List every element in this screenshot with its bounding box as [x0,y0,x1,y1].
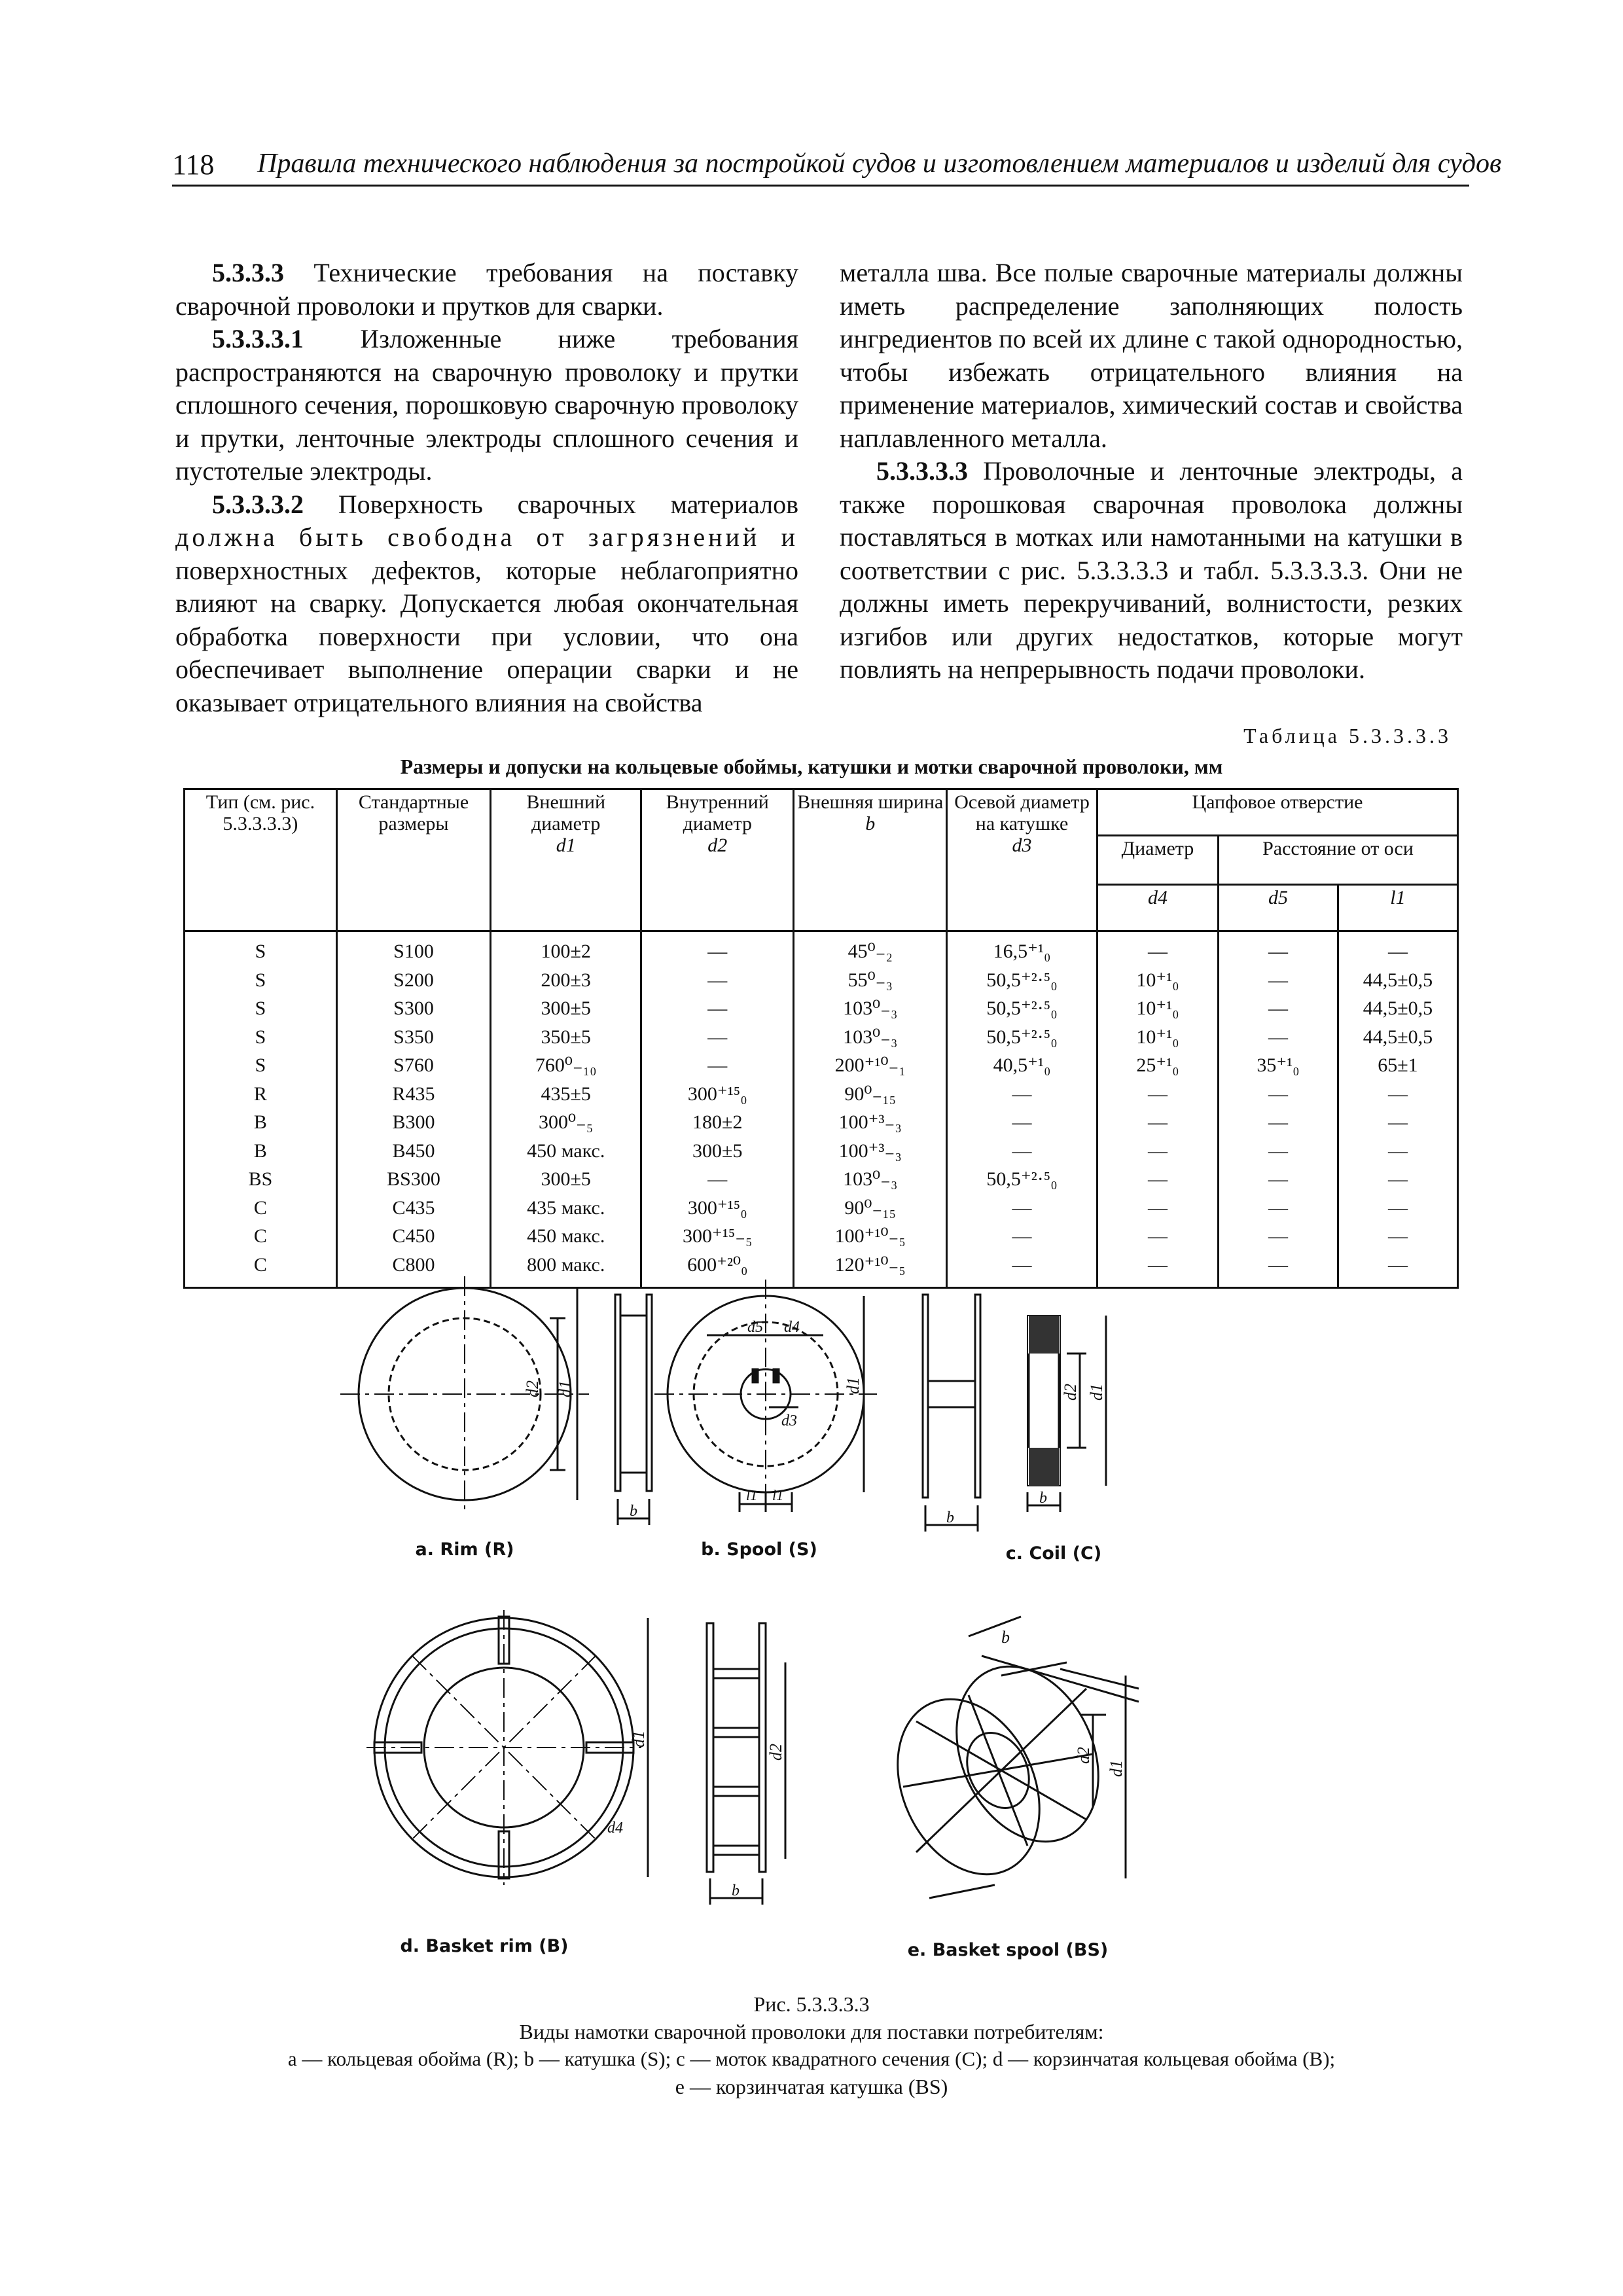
dim-b-label: b [630,1503,637,1520]
dim-d1-label: d1 [1107,1760,1126,1777]
table-cell: B [185,1137,337,1166]
table-cell: — [641,1165,794,1194]
header-type: Тип (см. рис. 5.3.3.3.3) [185,789,337,931]
table-cell: S [185,931,337,966]
table-cell: 50,5⁺²·⁵₀ [947,1165,1097,1194]
section-number: 5.3.3.3 [212,258,284,287]
table-cell: 44,5±0,5 [1338,994,1457,1023]
table-cell: — [1219,1080,1338,1109]
table-cell: 55⁰₋₃ [794,966,947,995]
table-cell: R435 [336,1080,490,1109]
table-cell: — [641,1023,794,1052]
dim-b-label: b [1039,1490,1047,1507]
header-distance-from-axis: Расстояние от оси [1219,836,1458,885]
table-cell: C [185,1251,337,1288]
table-cell: — [1338,1108,1457,1137]
section-number: 5.3.3.3.1 [212,324,304,353]
table-cell: — [1338,1165,1457,1194]
dim-d2-label: d2 [766,1744,785,1761]
table-cell: — [1338,1194,1457,1223]
table-cell: 800 макс. [491,1251,641,1288]
dim-b-label: b [946,1509,954,1526]
dim-d1-label: d1 [1087,1384,1106,1401]
table-cell: 100⁺³₋₃ [794,1137,947,1166]
table-cell: C435 [336,1194,490,1223]
table-cell: — [1097,1080,1218,1109]
table-cell: 50,5⁺²·⁵₀ [947,966,1097,995]
table-cell: 300±5 [641,1137,794,1166]
table-cell: 10⁺¹₀ [1097,966,1218,995]
dim-d4-label: d4 [607,1820,623,1837]
figure-caption-legend-1: a — кольцевая обойма (R); b — катушка (S); c — моток квадратного сечения (C); d — корзинчатая кольцевая обойма (B); [287,2047,1336,2070]
basket-spool-drawing [870,1617,1139,1898]
table-cell: — [1097,1165,1218,1194]
table-cell: 65±1 [1338,1051,1457,1080]
table-cell: S [185,966,337,995]
paragraph-text: Поверхность сварочных материалов [304,489,798,519]
table-cell: C450 [336,1222,490,1251]
dim-d2-label: d2 [1074,1747,1093,1764]
section-number: 5.3.3.3.2 [212,489,304,519]
table-cell: S100 [336,931,490,966]
table-cell: — [947,1108,1097,1137]
header-l1: l1 [1338,885,1457,931]
table-cell: 300⁰₋₅ [491,1108,641,1137]
header-pin-hole: Цапфовое отверстие [1097,789,1457,836]
header-d4: d4 [1097,885,1218,931]
table-cell: 90⁰₋₁₅ [794,1194,947,1223]
header-symbol: b [865,813,876,834]
table-cell: — [1338,1222,1457,1251]
table-cell: 200±3 [491,966,641,995]
dim-d1-label: d1 [629,1731,648,1748]
paragraph-text: Изложенные ниже требования распространяются на сварочную проволоку и прутки сплошного сечения, порошковую сварочную проволоку и прутки, ленточные электроды сплошного сечения и пустотелые электроды. [175,324,798,486]
table-cell: — [1219,1251,1338,1288]
dim-d1-label: d1 [844,1377,863,1394]
table-cell: 35⁺¹₀ [1219,1051,1338,1080]
figure-label-basket-rim: d. Basket rim (B) [400,1936,569,1956]
table-cell: 103⁰₋₃ [794,994,947,1023]
table-cell: — [1219,931,1338,966]
table-cell: S760 [336,1051,490,1080]
paragraph-continued: металла шва. Все полые сварочные материалы должны иметь распределение заполняющих полость ингредиентов по всей их длине с такой однородностью, чтобы избежать отрицательного влияния на применение материалов, химический состав и свойства наплавленного металла. [840,258,1463,453]
table-cell: C [185,1222,337,1251]
table-cell: 16,5⁺¹₀ [947,931,1097,966]
table-cell: C [185,1194,337,1223]
table-cell: — [1219,1194,1338,1223]
table-cell: 300±5 [491,1165,641,1194]
paragraph-text: Технические требования на поставку сварочной проволоки и прутков для сварки. [175,258,798,321]
table-cell: 100±2 [491,931,641,966]
table-cell: C800 [336,1251,490,1288]
header-label: Внешний диаметр [526,791,606,834]
header-label: Осевой диаметр на катушке [954,791,1090,834]
dim-b-label: b [732,1882,740,1899]
figure-label-coil: c. Coil (C) [1005,1543,1102,1564]
header-d5: d5 [1219,885,1338,931]
dim-d1-label: d1 [556,1380,575,1397]
table-cell: — [1219,1222,1338,1251]
table-cell: 40,5⁺¹₀ [947,1051,1097,1080]
paragraph-text: Проволочные и ленточные электроды, а также порошковая сварочная проволока должны поставляться в мотках или намотанными на катушки в соответствии с рис. 5.3.3.3.3 и табл. 5.3.3.3.3. Они не должны иметь перекручиваний, волнистости, резких изгибов или других недостатков, которые могут повлиять на непрерывность подачи проволоки. [840,456,1463,684]
header-diameter: Диаметр [1097,836,1218,885]
header-label: Внешняя ширина [797,791,944,813]
table-cell: 180±2 [641,1108,794,1137]
table-cell: 600⁺²⁰₀ [641,1251,794,1288]
table-cell: S200 [336,966,490,995]
page-number: 118 [172,149,215,181]
table-cell: — [1219,1137,1338,1166]
section-number: 5.3.3.3.3 [876,456,968,486]
dim-l1-label: l1 [772,1487,784,1503]
table-cell: S [185,994,337,1023]
table-cell: — [641,1051,794,1080]
table-cell: 300⁺¹⁵₋₅ [641,1222,794,1251]
table-cell: 435 макс. [491,1194,641,1223]
table-cell: 200⁺¹⁰₋₁ [794,1051,947,1080]
table-cell: 450 макс. [491,1137,641,1166]
table-cell: BS300 [336,1165,490,1194]
table-cell: 300⁺¹⁵₀ [641,1194,794,1223]
table-cell: 450 макс. [491,1222,641,1251]
rim-drawing [340,1276,652,1525]
table-cell: — [1219,966,1338,995]
table-cell: — [1219,994,1338,1023]
table-cell: — [1097,1222,1218,1251]
table-cell: 300⁺¹⁵₀ [641,1080,794,1109]
spool-drawing [654,1280,980,1532]
running-title: Правила технического наблюдения за постройкой судов и изготовлением материалов и изделий для судов [257,149,1502,179]
header-label: Внутренний диаметр [666,791,769,834]
table-cell: 25⁺¹₀ [1097,1051,1218,1080]
table-cell: 100⁺³₋₃ [794,1108,947,1137]
table-cell: — [1338,1137,1457,1166]
table-cell: — [947,1222,1097,1251]
table-cell: 50,5⁺²·⁵₀ [947,1023,1097,1052]
table-cell: — [947,1080,1097,1109]
table-cell: 435±5 [491,1080,641,1109]
table-cell: B300 [336,1108,490,1137]
table-cell: — [1219,1023,1338,1052]
table-cell: 120⁺¹⁰₋₅ [794,1251,947,1288]
header-symbol: d2 [707,834,728,856]
figure-label-rim: a. Rim (R) [415,1539,514,1560]
table-cell: — [1219,1108,1338,1137]
table-cell: R [185,1080,337,1109]
table-cell: 44,5±0,5 [1338,1023,1457,1052]
dim-d3-label: d3 [781,1412,797,1429]
table-cell: S350 [336,1023,490,1052]
table-cell: B450 [336,1137,490,1166]
table-cell: — [1097,1194,1218,1223]
table-cell: 300±5 [491,994,641,1023]
table-cell: — [1097,1251,1218,1288]
table-cell: — [947,1251,1097,1288]
table-cell: 45⁰₋₂ [794,931,947,966]
paragraph-text: поверхностных дефектов, которые неблагоприятно влияют на сварку. Допускается любая окончательная обработка поверхности при условии, что она обеспечивает выполнение операции сварки и не оказывает отрицательного влияния на свойства [175,555,798,717]
dim-d4-label: d4 [784,1319,800,1336]
table-cell: — [1097,1108,1218,1137]
table-cell: B [185,1108,337,1137]
coil-drawing [1027,1316,1106,1512]
table-cell: — [1338,931,1457,966]
basket-rim-drawing [366,1610,785,1905]
table-cell: 10⁺¹₀ [1097,1023,1218,1052]
table-cell: 50,5⁺²·⁵₀ [947,994,1097,1023]
table-cell: S [185,1023,337,1052]
table-cell: S300 [336,994,490,1023]
dim-d2-label: d2 [1061,1384,1080,1401]
table-cell: — [641,994,794,1023]
table-cell: — [1219,1165,1338,1194]
table-cell: 90⁰₋₁₅ [794,1080,947,1109]
header-standard-sizes: Стандартные размеры [336,789,490,931]
table-number: Таблица 5.3.3.3.3 [1243,724,1452,747]
dim-b-label: b [1001,1628,1010,1647]
figure-caption-title: Виды намотки сварочной проволоки для поставки потребителям: [519,2020,1104,2043]
figure-label-basket-spool: e. Basket spool (BS) [907,1940,1109,1960]
table-caption: Размеры и допуски на кольцевые обоймы, катушки и мотки сварочной проволоки, мм [400,755,1223,778]
dim-d5-label: d5 [747,1319,763,1336]
table-cell: BS [185,1165,337,1194]
table-cell: S [185,1051,337,1080]
table-cell: — [947,1137,1097,1166]
table-cell: 760⁰₋₁₀ [491,1051,641,1080]
table-cell: 103⁰₋₃ [794,1023,947,1052]
dim-l1-label: l1 [746,1487,758,1503]
header-symbol: d3 [1012,834,1032,856]
table-cell: 44,5±0,5 [1338,966,1457,995]
table-cell: 350±5 [491,1023,641,1052]
figure-label-spool: b. Spool (S) [701,1539,817,1560]
dim-d2-label: d2 [523,1380,542,1397]
table-cell: 100⁺¹⁰₋₅ [794,1222,947,1251]
table-cell: — [1338,1080,1457,1109]
paragraph-text: должна быть свободна от загрязнений и [175,522,798,552]
figure-caption-legend-2: e — корзинчатая катушка (BS) [675,2075,948,2098]
table-cell: — [1338,1251,1457,1288]
figure-caption-number: Рис. 5.3.3.3.3 [753,1992,870,2016]
table-cell: 10⁺¹₀ [1097,994,1218,1023]
header-symbol: d1 [556,834,576,856]
table-cell: — [641,931,794,966]
table-cell: — [641,966,794,995]
table-cell: — [1097,931,1218,966]
table-cell: — [947,1194,1097,1223]
table-cell: 103⁰₋₃ [794,1165,947,1194]
table-cell: — [1097,1137,1218,1166]
